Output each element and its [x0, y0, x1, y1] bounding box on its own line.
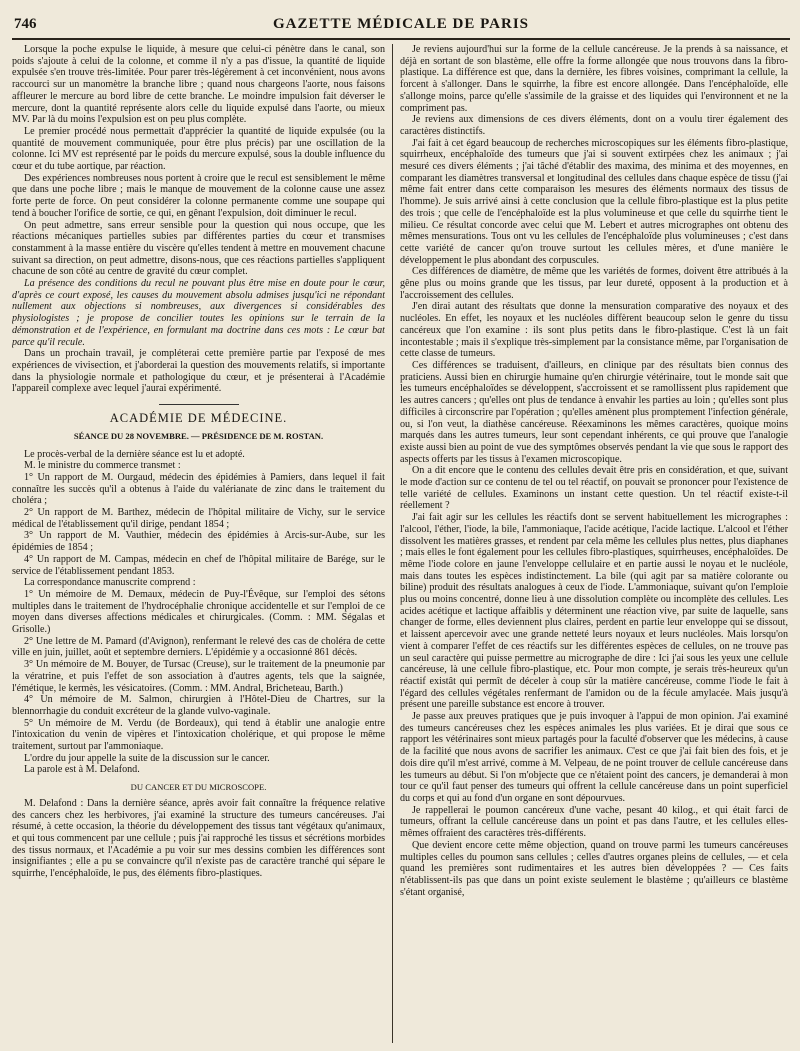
paragraph: Je reviens aujourd'hui sur la forme de la cellule cancéreuse. Je la prends à sa naissance, et déjà en sortant de son blastème, elle offre la forme allongée que nous trouvons dans la fibro-plastique. La différence est que, dans la dernière, les fibres voisines, comprimant la cellule, la forcent à s'allonger. Dans le squirrhe, la fibre est encore allongée. Dans l'encéphaloïde, elle s'allonge moins, parce qu'elle s'assimile de la graisse et des liquides qui l'environnent et ne la compriment pas. [400, 44, 788, 114]
paragraph: Le procès-verbal de la dernière séance est lu et adopté. [24, 448, 245, 460]
paragraph: Que devient encore cette même objection, quand on trouve parmi les tumeurs cancéreuses multiples celles du poumon sans cellules ; celles d'autres organes pleins de cellules, — et cela quand les premières sont rudimentaires et les autres bien développées ? — Ces faits n'établissent-ils pas que dans un point existe seulement le blastème ; qu'ailleurs ce blastème s'étant organisé, [400, 839, 788, 898]
paragraph: 5° Un mémoire de M. Verdu (de Bordeaux), qui tend à établir une analogie entre l'intoxication du venin de vipères et l'intoxication cholérique, et qui propose le même traitement, surtout par l'ammoniaque. [12, 717, 385, 753]
page-number: 746 [14, 16, 37, 32]
paragraph: L'ordre du jour appelle la suite de la discussion sur le cancer. [24, 752, 270, 764]
session-line: SÉANCE DU 28 NOVEMBRE. — PRÉSIDENCE DE M. ROSTAN. [73, 430, 324, 441]
right-column [400, 44, 788, 1043]
left-column [12, 44, 385, 1043]
paragraph: J'en dirai autant des résultats que donne la mensuration comparative des noyaux et des nucléoles. En effet, les noyaux et les nucléoles diffèrent beaucoup selon le genre du tissu cancéreux que l'on examine : ils sont plus petits dans le fibro-plastique. C'est là un fait incontestable ; mais il s'explique très-simplement par la consistance même, par l'organisation de cette classe de tumeurs. [400, 301, 788, 360]
paragraph: Je reviens aux dimensions de ces divers éléments, dont on a voulu tirer également des caractères distinctifs. [400, 114, 788, 137]
paragraph: Dans un prochain travail, je compléterai cette première partie par l'exposé de mes expériences de vivisection, et j'aborderai la question des mouvements relatifs, si importante dans la physiologie normale et pathologique du cœur, et je présenterai à l'Académie l'appareil complexe avec lequel j'aurai expérimenté. [12, 348, 385, 395]
paragraph: M. Delafond : Dans la dernière séance, après avoir fait connaître la fréquence relative des cancers chez les herbivores, j'ai examiné la structure des tumeurs cancéreuses. J'ai résumé, à cette occasion, la théorie du développement des tissus tant végétaux qu'animaux, et qui tous commencent par une cellule ; puis j'ai rapproché les tissus et sécrétions morbides des tissus normaux, et l'Académie a pu voir sur mes dessins combien les différences sont insignifiantes ; elle a pu se convaincre qu'il n'existe pas de caractère tranché qui sépare le squirrhe, l'encéphaloïde, le pus, des éléments fibro-plastiques. [12, 797, 385, 880]
paragraph: Le premier procédé nous permettait d'apprécier la quantité de liquide expulsée (ou la quantité de mouvement communiquée, pour être plus précis) par une oscillation de la colonne. Ici MV est représenté par le poids du mercure expulsé, sous la double influence du cœur et du tube aortique, par réaction. [12, 125, 385, 173]
paragraph: On peut admettre, sans erreur sensible pour la question qui nous occupe, que les réactions mécaniques partielles subies par différentes parties du cœur et transmises constamment à la masse entière du viscère qu'elles tendent à mettre en mouvement chacune suivant sa direction, on peut admettre, disons-nous, que ces réactions partielles s'appliquent chacune de son côté au centre de gravité du cœur complet. [12, 219, 385, 278]
paragraph: 2° Une lettre de M. Pamard (d'Avignon), renfermant le relevé des cas de choléra de cette ville en juin, juillet, août et septembre derniers. L'épidémie y a occasionné 861 décès. [12, 635, 385, 659]
paragraph: On a dit encore que le contenu des cellules devait être pris en considération, et que, suivant le mode d'action sur ce contenu de tel ou tel réactif, on pouvait se prononcer pour l'existence de telle variété de cellules. Examinons un instant cette question. Un tel réactif existe-t-il réellement ? [400, 465, 788, 512]
separator-rule [159, 404, 239, 405]
paragraph: Des expériences nombreuses nous portent à croire que le recul est sensiblement le même que dans une poche libre ; mais le manque de mouvement de la colonne cause une assez forte perte de force. On peut considérer la colonne permanente comme une soupape qui tend à boucher l'orifice de sortie, ce qui, en gênant l'expulsion, doit diminuer le recul. [12, 172, 385, 219]
paragraph: 1° Un rapport de M. Ourgaud, médecin des épidémies à Pamiers, dans lequel il fait connaître les succès qu'il a obtenus à l'aide du valérianate de zinc dans le traitement du choléra ; [12, 471, 385, 507]
columns [12, 44, 790, 1043]
paragraph: La correspondance manuscrite comprend : [24, 577, 196, 589]
paragraph: 2° Un rapport de M. Barthez, médecin de l'hôpital militaire de Vichy, sur le service médical de l'établissement qu'il dirige, pendant 1854 ; [12, 507, 385, 530]
section-title: ACADÉMIE DE MÉDECINE. [109, 411, 288, 426]
paragraph: J'ai fait agir sur les cellules les réactifs dont se servent habituellement les micrographes : l'alcool, l'éther, l'iode, la bile, l'ammoniaque, l'acide acétique, l'acide lactique. L'alcool et l'éther dissolvent les matières grasses, et rendent par cela même les cellules plus nettes, plus diaphanes ; mais elles le font également pour les cellules fibro-plastiques, squirrheuses, encéphaloïdes. De même l'iode colore en jaune l'enveloppe cellulaire et en partie aussi le noyau et le nucléole, mais dans toutes les espèces indistinctement. La bile (qui agit par sa matière colorante ou biline) produit des résultats analogues à ceux de l'iode. L'ammoniaque, suivant qu'on l'emploie plus ou moins concentré, donne lieu à une dissolution complète ou incomplète des cellules. Les acides acétique et lactique affaiblis y déterminent une réaction vive, par suite de laquelle, sans changer de forme, elles deviennent plus claires, perdent en partie leur enveloppe qui se dissout, et laissent apercevoir avec une grande netteté leurs noyaux et leurs nucléoles. Mais lorsqu'on vient à comparer l'effet de ces réactifs sur les différentes espèces de cellules, on ne trouve pas un seul caractère qui puisse permettre au micrographe de dire : Ici j'ai sous les yeux une cellule cancéreuse, là une cellule fibro-plastique, etc. Pour mon compte, je serais très-heureux qu'un réactif existât qui permît de déceler à coup sûr la matière cancéreuse, comme l'iode le fait à l'égard des cellules végétales renfermant de l'amidon ou de la fécule amylacée. Mais jusqu'à présent une pareille substance est encore à trouver. [400, 512, 788, 711]
paragraph: 4° Un rapport de M. Campas, médecin en chef de l'hôpital militaire de Barége, sur le service de l'établissement pendant 1853. [12, 553, 385, 577]
paragraph: La parole est à M. Delafond. [24, 764, 140, 776]
paragraph: 3° Un mémoire de M. Bouyer, de Tursac (Creuse), sur le traitement de la pneumonie par la vératrine, et puis l'effet de son association à d'autres agents, tels que la saignée, l'émétique, le kermès, les vésicatoires. (Comm. : MM. Andral, Bricheteau, Barth.) [12, 659, 385, 694]
article-subheading: DU CANCER ET DU MICROSCOPE. [130, 782, 267, 793]
paragraph: Ces différences de diamètre, de même que les variétés de formes, doivent être attribués à la gêne plus ou moins grande que les tissus, par leur dureté, opposent à la production et à l'accroissement des cellules. [400, 266, 788, 301]
column-rule [392, 44, 393, 1043]
paragraph: Je rappellerai le poumon cancéreux d'une vache, pesant 40 kilog., et qui était farci de tumeurs, offrant la cellule cancéreuse dans un point et pas dans l'autre, et les cellules elles-mêmes offraient des caractères très-différents. [400, 804, 788, 840]
paragraph: 1° Un mémoire de M. Demaux, médecin de Puy-l'Évêque, sur l'emploi des sétons multiples dans le traitement de l'hydrocéphalie chronique accidentelle et sur l'emploi de ce moyen dans diverses affections médicales et chirurgicales. (Comm. : MM. Ségalas et Grisolle.) [12, 588, 385, 636]
paragraph: Ces différences se traduisent, d'ailleurs, en clinique par des résultats bien connus des praticiens. Aussi bien en chirurgie humaine qu'en chirurgie vétérinaire, tout le monde sait que les tumeurs encéphaloïdes se développent, s'accroissent et se ramollissent plus rapidement que les autres cancers ; qu'elles ont plus de tendance à envahir les parties au loin ; qu'elles sont plus difficiles à circonscrire par l'opération ; qu'elles amènent plus promptement l'infection générale, ou, si l'on veut, la diathèse cancéreuse. Réexaminons les mêmes caractères, quoique moins marqués dans les autres tumeurs, leur sont cependant inhérents, ce qui prouve que l'analogie existe aussi bien au point de vue des symptômes observés pendant la vie que sous le rapport des aspects offerts par les tissus à l'examen microscopique. [400, 359, 788, 465]
paragraph: J'ai fait à cet égard beaucoup de recherches microscopiques sur les éléments fibro-plastique, squirrheux, encéphaloïde des tumeurs que j'ai si souvent extirpées chez les animaux ; j'ai mesuré ces divers éléments ; j'ai tâché d'établir des maxima, des minima et des moyennes, en comparant les diamètres transversal et longitudinal des cellules dans chaque espèce de tissu (j'ai même fait entrer dans cette comparaison les mesures des éléments normaux des tissus de l'homme). Je suis arrivé ainsi à cette conclusion que la cellule fibro-plastique est la plus petite des trois ; que celle de l'encéphaloïde est la plus volumineuse et que celle du squirrhe tient le milieu. Ce résultat concorde avec celui que M. Lebert et autres micrographes ont obtenu des mêmes mensurations. Tous ont vu les cellules de l'encéphaloïde plus volumineuses ; c'est dans cette variété de cancer qu'on trouve surtout les cellules mères, et d'une manière le développement le plus abondant des corpuscules. [400, 137, 788, 266]
paragraph: 4° Un mémoire de M. Salmon, chirurgien à l'Hôtel-Dieu de Chartres, sur la blennorrhagie du conduit excréteur de la glande vulvo-vaginale. [12, 694, 385, 717]
paragraph: Lorsque la poche expulse le liquide, à mesure que celui-ci pénètre dans le canal, son poids s'ajoute à celui de la colonne, et comme il n'y a pas d'issue, la quantité de liquide expulsée s'en trouve très-limitée. Pour parer très-légèrement à cet inconvénient, nous avons raccourci sur un manomètre la branche libre ; quand nous chargeons l'aorte, nous faisons affleurer le mercure au bord libre de cette branche. Le moindre impulsion fait déverser le mercure, dont la quantité représente alors celle du liquide expulsé dans l'aorte, ou mieux MV. Par là du moins l'expulsion est on peu plus complète. [12, 44, 385, 126]
paragraph: Je passe aux preuves pratiques que je puis invoquer à l'appui de mon opinion. J'ai examiné des tumeurs cancéreuses chez les espèces animales les plus variées. Et je dirai que sous ce rapport les vétérinaires sont mieux partagés pour la faculté d'observer que les médecins, à cause de la facilité que nous avons de sacrifier les animaux. C'est ce que j'ai fait bien des fois, et je dois dire qu'il m'est arrivé, comme à M. Velpeau, de ne point trouver de cellule cancéreuse dans les tumeurs au début. Si l'on m'objecte que ce n'étaient point des cancers, je demanderai à mon tour ce qu'il faut penser des tumeurs qui offrent la cellule cancéreuse dans un point superficiel du corps et qui au fond d'un organe en sont dépourvues. [400, 711, 788, 804]
page-header [12, 14, 790, 40]
journal-title: GAZETTE MÉDICALE DE PARIS [272, 16, 529, 32]
paragraph: La présence des conditions du recul ne pouvant plus être mise en doute pour le cœur, d'après ce court exposé, les causes du mouvement absolu admises jusqu'ici ne répondant nullement aux objections si nombreuses, aux divergences si considérables des physiologistes ; je propose de concilier toutes les opinions sur le terrain de la démonstration et de l'expérience, en formulant ma doctrine dans ces mots : Le cœur bat parce qu'il recule. [12, 278, 385, 348]
paragraph: 3° Un rapport de M. Vauthier, médecin des épidémies à Arcis-sur-Aube, sur les épidémies de 1854 ; [12, 530, 385, 554]
paragraph: M. le ministre du commerce transmet : [24, 460, 181, 472]
